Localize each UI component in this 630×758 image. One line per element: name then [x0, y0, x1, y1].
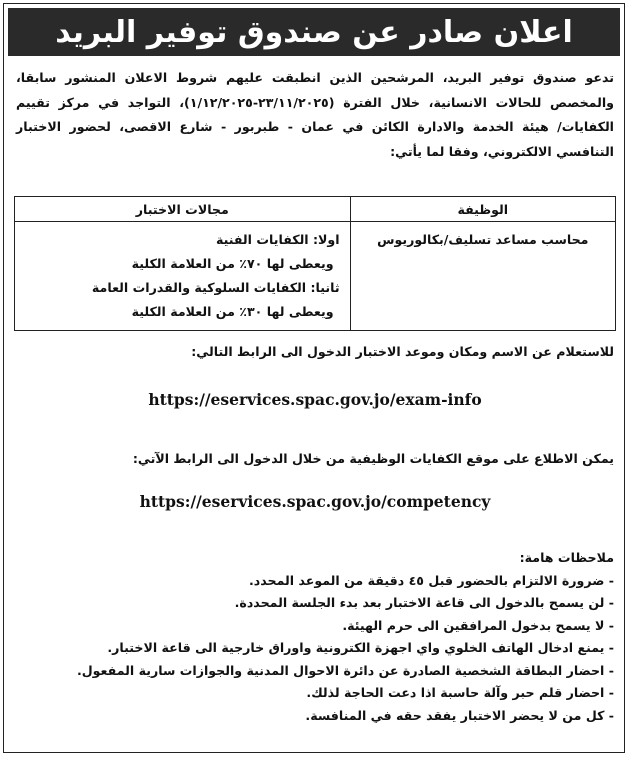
field-line: اولا: الكفايات الفنية	[215, 232, 340, 247]
notes-title: ملاحظات هامة:	[519, 550, 614, 565]
header-test-fields: مجالات الاختبار	[15, 197, 351, 222]
list-item: - احضار قلم حبر وآلة حاسبة اذا دعت الحاجة لذلك.	[306, 685, 614, 700]
competency-text: يمكن الاطلاع على موقع الكفايات الوظيفية من خلال الدخول الى الرابط الآتي:	[132, 451, 614, 466]
list-item: - ضرورة الالتزام بالحضور قبل ٤٥ دقيقة من الموعد المحدد.	[248, 572, 614, 588]
field-line: ويعطى لها ٧٠٪ من العلامة الكلية	[131, 256, 334, 271]
notes-list	[16, 570, 614, 728]
header-job: الوظيفة	[350, 197, 615, 222]
test-fields-cell	[15, 222, 351, 331]
announcement-title: اعلان صادر عن صندوق توفير البريد	[8, 8, 620, 56]
list-item: - احضار البطاقة الشخصية الصادرة عن دائرة الاحوال المدنية والجوازات سارية المفعول.	[76, 662, 614, 678]
table-header-row	[15, 197, 616, 222]
competency-link[interactable]: https://eservices.spac.gov.jo/competency	[139, 492, 491, 511]
list-item: - يمنع ادخال الهاتف الخلوي واي اجهزة الكترونية واوراق خارجية الى قاعة الاختبار.	[107, 640, 614, 655]
announcement-frame	[3, 3, 625, 753]
list-item: - كل من لا يحضر الاختبار يفقد حقه في المنافسة.	[305, 707, 614, 723]
inquiry-text: للاستعلام عن الاسم ومكان وموعد الاختبار الدخول الى الرابط التالي:	[191, 344, 614, 359]
list-item: - لا يسمح بدخول المرافقين الى حرم الهيئة.	[342, 617, 614, 633]
important-notes	[16, 547, 614, 727]
exam-info-link[interactable]: https://eservices.spac.gov.jo/exam-info	[148, 390, 482, 409]
job-title-cell: محاسب مساعد تسليف/بكالوريوس	[350, 222, 615, 331]
field-line: ثانيا: الكفايات السلوكية والقدرات العامة	[91, 280, 340, 295]
jobs-table	[14, 196, 616, 331]
list-item: - لن يسمح بالدخول الى قاعة الاختبار بعد بدء الجلسة المحددة.	[234, 595, 614, 610]
intro-paragraph: تدعو صندوق توفير البريد، المرشحين الذين انطبقت عليهم شروط الاعلان المنشور سابقا، والمخصص للحالات الانسانية، خلال الفترة (٢٣/١١/٢٠٢٥-١/١٢/٢٠٢٥)، التواجد في مركز تقييم الكفايات/ هيئة الخدمة والادارة الكائن في عمان - طبربور - شارع الاقصى، لحضور الاختبار التنافسي الالكتروني، وفقا لما يأتي:	[16, 70, 614, 159]
table-row	[15, 222, 616, 331]
field-line: ويعطى لها ٣٠٪ من العلامة الكلية	[131, 304, 334, 319]
